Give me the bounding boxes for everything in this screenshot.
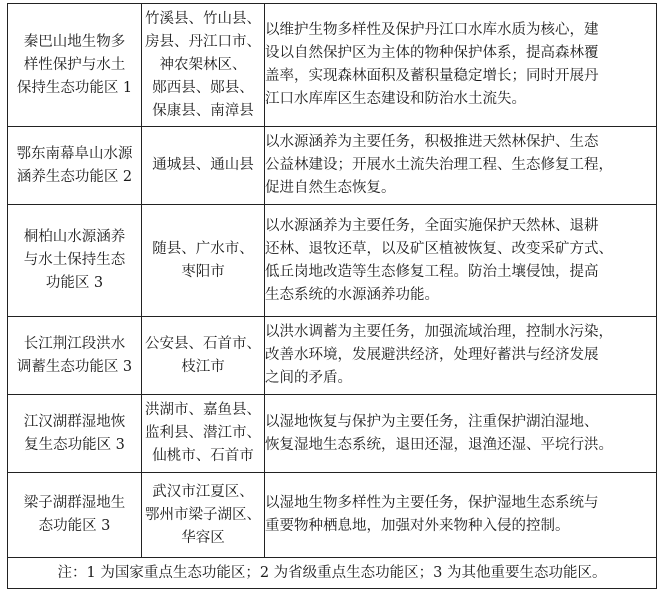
- zone-name-cell: [8, 473, 142, 558]
- zone-name-line: 梁子湖群湿地生: [23, 495, 126, 511]
- table-row: [8, 4, 657, 127]
- eco-function-zone-table: [7, 3, 657, 589]
- zone-area-line: 保康县、南漳县: [152, 102, 254, 119]
- zone-description-cell: [265, 473, 657, 558]
- zone-name-line: 功能区 3: [45, 275, 104, 291]
- zone-name-line: 复生态功能区 3: [24, 436, 125, 453]
- zone-description-line: 以水源涵养为主要任务，积极推进天然林保护、生态: [265, 134, 599, 150]
- table-row: [8, 395, 657, 473]
- zone-area-line: 神农架林区、: [159, 56, 247, 73]
- zone-description-cell: [265, 205, 657, 317]
- table-row: [8, 317, 657, 395]
- zone-areas-cell: [142, 4, 265, 127]
- zone-area-line: 监利县、潜江市、: [145, 425, 261, 441]
- zone-description-line: 促进自然生态恢复。: [265, 180, 396, 196]
- zone-description-line: 以湿地生物多样性为主要任务，保护湿地生态系统与: [265, 495, 599, 511]
- zone-description-line: 还林、退牧还草，以及矿区植被恢复、改变采矿方式、: [265, 240, 613, 257]
- zone-description-line: 以湿地恢复与保护为主要任务，注重保护湖泊湿地、: [265, 413, 599, 430]
- zone-description-line: 以水源涵养为主要任务，全面实施保护天然林、退耕: [265, 217, 599, 234]
- table-note: 注：1 为国家重点生态功能区；2 为省级重点生态功能区；3 为其他重要生态功能区。: [8, 558, 657, 589]
- zone-description-line: 恢复湿地生态系统，退田还湿，退渔还湿、平垸行洪。: [265, 436, 613, 453]
- zone-name-line: 涵养生态功能区 2: [16, 168, 133, 185]
- zone-description-cell: [265, 395, 657, 473]
- zone-name-line: 保持生态功能区 1: [16, 79, 133, 96]
- zone-area-line: 枣阳市: [181, 263, 225, 280]
- zone-name-line: 桐柏山水源涵养: [23, 229, 126, 245]
- zone-description-line: 盖率，实现森林面积及蓄积量稳定增长；同时开展丹: [265, 68, 599, 84]
- zone-areas-cell: [142, 127, 265, 205]
- zone-description-line: 生态系统的水源涵养功能。: [265, 286, 439, 303]
- table-body: [8, 4, 657, 589]
- zone-name-line: 态功能区 3: [38, 518, 111, 534]
- zone-area-line: 随县、广水市、: [152, 240, 254, 257]
- zone-area-line: 仙桃市、石首市: [152, 448, 254, 464]
- zone-area-line: 郧西县、郧县、: [152, 79, 254, 96]
- zone-areas-cell: [142, 473, 265, 558]
- zone-name-cell: [8, 205, 142, 317]
- zone-area-line: 枝江市: [181, 358, 225, 375]
- table-row: [8, 205, 657, 317]
- zone-areas-cell: [142, 395, 265, 473]
- zone-description-line: 江口水库库区生态建设和防治水土流失。: [265, 91, 526, 107]
- zone-name-cell: [8, 317, 142, 395]
- table-row: [8, 127, 657, 205]
- zone-description-cell: [265, 317, 657, 395]
- zone-name-cell: [8, 4, 142, 127]
- zone-areas-cell: [142, 205, 265, 317]
- zone-area-line: 鄂州市梁子湖区、: [145, 506, 261, 523]
- zone-description-line: 以洪水调蓄为主要任务，加强流域治理，控制水污染，: [265, 324, 613, 340]
- zone-name-line: 样性保护与水土: [23, 56, 126, 73]
- zone-name-line: 与水土保持生态: [23, 252, 126, 268]
- zone-description-line: 重要物种栖息地，加强对外来物种入侵的控制。: [265, 518, 570, 534]
- zone-name-line: 鄂东南幕阜山水源: [16, 145, 133, 162]
- zone-description-cell: [265, 4, 657, 127]
- zone-area-line: 武汉市江夏区、: [152, 483, 254, 500]
- zone-areas-cell: [142, 317, 265, 395]
- zone-description-line: 之间的矛盾。: [265, 370, 352, 386]
- zone-description-cell: [265, 127, 657, 205]
- zone-name-cell: [8, 127, 142, 205]
- note-row: [8, 558, 657, 589]
- zone-area-line: 华容区: [181, 529, 225, 546]
- zone-area-line: 通城县、通山县: [152, 157, 254, 173]
- zone-name-cell: [8, 395, 142, 473]
- zone-name-line: 调蓄生态功能区 3: [16, 358, 133, 375]
- zone-description-line: 改善水环境，发展避洪经济，处理好蓄洪与经济发展: [265, 347, 599, 363]
- zone-description-line: 设以自然保护区为主体的物种保护体系，提高森林覆: [265, 45, 599, 61]
- zone-area-line: 洪湖市、嘉鱼县、: [145, 402, 261, 418]
- zone-description-line: 低丘岗地改造等生态修复工程。防治土壤侵蚀，提高: [265, 263, 599, 280]
- zone-description-line: 以维护生物多样性及保护丹江口水库水质为核心，建: [265, 22, 599, 38]
- zone-area-line: 房县、丹江口市、: [145, 33, 261, 50]
- zone-area-line: 竹溪县、竹山县、: [145, 10, 261, 27]
- table-row: [8, 473, 657, 558]
- zone-area-line: 公安县、石首市、: [145, 335, 261, 352]
- zone-name-line: 长江荆江段洪水: [23, 335, 126, 352]
- table-container: [7, 3, 656, 589]
- zone-name-line: 江汉湖群湿地恢: [23, 413, 126, 430]
- zone-name-line: 秦巴山地生物多: [23, 33, 126, 50]
- zone-description-line: 公益林建设；开展水土流失治理工程、生态修复工程，: [265, 157, 613, 173]
